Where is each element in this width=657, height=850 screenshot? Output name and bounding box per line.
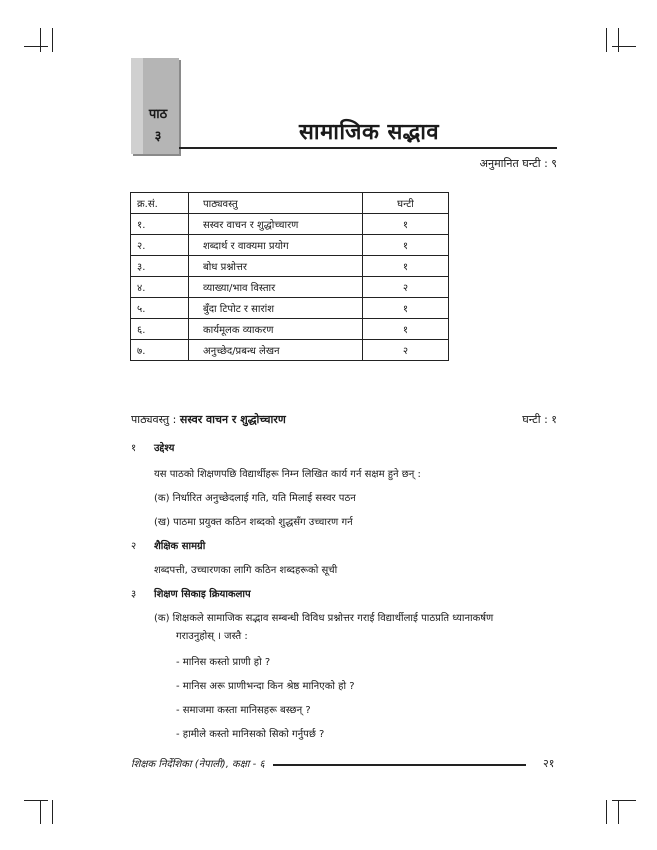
table-header-hours: घन्टी bbox=[363, 193, 449, 214]
page-number: २१ bbox=[543, 757, 555, 770]
item-heading-activities: शिक्षण सिकाइ क्रियाकलाप bbox=[154, 589, 251, 600]
table-cell-topic: सस्वर वाचन र शुद्धोच्चारण bbox=[189, 214, 363, 235]
title-underline bbox=[179, 147, 557, 149]
estimated-hours: अनुमानित घन्टी : ९ bbox=[479, 157, 557, 170]
table-cell-topic: व्याख्या/भाव विस्तार bbox=[189, 277, 363, 298]
table-header-topic: पाठ्यवस्तु bbox=[189, 193, 363, 214]
lesson-number: ३ bbox=[154, 129, 162, 144]
table-cell-hours: १ bbox=[363, 319, 449, 340]
table-cell-serial: १. bbox=[131, 214, 189, 235]
table-cell-topic: बुँदा टिपोट र सारांश bbox=[189, 298, 363, 319]
table-cell-hours: १ bbox=[363, 235, 449, 256]
question-item: - समाजमा कस्ता मानिसहरू बस्छन् ? bbox=[176, 705, 311, 716]
question-item: - हामीले कस्तो मानिसको सिको गर्नुपर्छ ? bbox=[176, 729, 325, 740]
table-cell-serial: ६. bbox=[131, 319, 189, 340]
item-number: १ bbox=[131, 443, 137, 454]
question-item: - मानिस कस्तो प्राणी हो ? bbox=[176, 657, 271, 668]
crop-mark bbox=[24, 800, 48, 801]
table-cell-hours: २ bbox=[363, 340, 449, 361]
crop-mark bbox=[40, 800, 41, 824]
table-cell-serial: ७. bbox=[131, 340, 189, 361]
table-row bbox=[131, 277, 449, 298]
activity-a-line2: गराउनुहोस् । जस्तै : bbox=[176, 631, 248, 642]
crop-mark bbox=[612, 46, 636, 47]
section-prefix: पाठ्यवस्तु : bbox=[131, 413, 177, 426]
lesson-label: पाठ bbox=[148, 107, 168, 122]
objective-b: (ख) पाठमा प्रयुक्त कठिन शब्दको शुद्धसँग उच्चारण गर्न bbox=[154, 517, 353, 528]
table-cell-serial: ४. bbox=[131, 277, 189, 298]
crop-mark bbox=[52, 28, 53, 52]
crop-mark bbox=[606, 28, 607, 52]
objective-a: (क) निर्धारित अनुच्छेदलाई गति, यति मिलाई सस्वर पठन bbox=[154, 493, 356, 504]
table-cell-serial: २. bbox=[131, 235, 189, 256]
footer-rule bbox=[273, 764, 526, 766]
table-cell-topic: कार्यमूलक व्याकरण bbox=[189, 319, 363, 340]
crop-mark bbox=[24, 46, 48, 47]
table-cell-hours: २ bbox=[363, 277, 449, 298]
table-row bbox=[131, 298, 449, 319]
section-heading bbox=[131, 412, 286, 427]
item-number: २ bbox=[131, 541, 137, 552]
table-cell-hours: १ bbox=[363, 256, 449, 277]
crop-mark bbox=[40, 28, 41, 52]
table-row bbox=[131, 340, 449, 361]
footer-text: शिक्षक निर्देशिका (नेपाली), कक्षा - ६ bbox=[131, 759, 265, 770]
activity-a-line1: (क) शिक्षकले सामाजिक सद्भाव सम्बन्धी विविध प्रश्नोत्तर गराई विद्यार्थीलाई पाठप्रति ध्यानाकर्षण bbox=[154, 613, 494, 624]
crop-mark bbox=[618, 28, 619, 52]
crop-mark bbox=[612, 800, 636, 801]
crop-mark bbox=[618, 800, 619, 824]
objective-intro: यस पाठको शिक्षणपछि विद्यार्थीहरू निम्न लिखित कार्य गर्न सक्षम हुने छन् : bbox=[154, 469, 421, 480]
crop-mark bbox=[606, 800, 607, 824]
table-row bbox=[131, 235, 449, 256]
table-cell-topic: अनुच्छेद/प्रबन्ध लेखन bbox=[189, 340, 363, 361]
page-title: सामाजिक सद्भाव bbox=[299, 120, 440, 145]
table-row bbox=[131, 214, 449, 235]
table-header-serial: क्र.सं. bbox=[131, 193, 189, 214]
topics-table bbox=[130, 192, 449, 361]
item-heading-objective: उद्देश्य bbox=[154, 443, 175, 454]
table-row bbox=[131, 256, 449, 277]
question-item: - मानिस अरू प्राणीभन्दा किन श्रेष्ठ मानिएको हो ? bbox=[176, 681, 355, 692]
crop-mark bbox=[52, 800, 53, 824]
table-row bbox=[131, 319, 449, 340]
item-heading-materials: शैक्षिक सामग्री bbox=[154, 541, 206, 552]
item-number: ३ bbox=[131, 589, 137, 600]
materials-text: शब्दपत्ती, उच्चारणका लागि कठिन शब्दहरूको सूची bbox=[154, 565, 338, 576]
table-cell-topic: बोध प्रश्नोत्तर bbox=[189, 256, 363, 277]
table-header-row bbox=[131, 193, 449, 214]
section-topic: सस्वर वाचन र शुद्धोच्चारण bbox=[179, 413, 286, 426]
table-cell-serial: ३. bbox=[131, 256, 189, 277]
section-hours: घन्टी : १ bbox=[522, 413, 557, 426]
table-cell-hours: १ bbox=[363, 298, 449, 319]
table-cell-serial: ५. bbox=[131, 298, 189, 319]
table-cell-topic: शब्दार्थ र वाक्यमा प्रयोग bbox=[189, 235, 363, 256]
table-cell-hours: १ bbox=[363, 214, 449, 235]
